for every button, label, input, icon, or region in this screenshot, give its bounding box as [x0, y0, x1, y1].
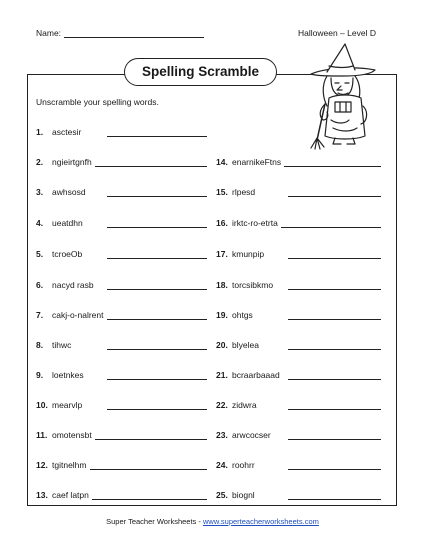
item-number: 18. — [216, 280, 228, 290]
word-item-21 — [216, 370, 381, 380]
word-item-24 — [216, 460, 381, 470]
item-number: 11. — [36, 430, 48, 440]
word-item-13 — [36, 490, 207, 500]
word-item-16 — [216, 218, 381, 228]
item-number: 22. — [216, 400, 228, 410]
item-number: 1. — [36, 127, 44, 137]
scrambled-word: nacyd rasb — [52, 280, 94, 290]
scrambled-word: ngieirtgnfh — [52, 157, 92, 167]
level-label: Halloween – Level D — [298, 28, 376, 38]
scrambled-word: tgitnelhm — [52, 460, 87, 470]
answer-line[interactable] — [107, 341, 207, 350]
word-item-25 — [216, 490, 381, 500]
item-number: 2. — [36, 157, 44, 167]
item-number: 9. — [36, 370, 44, 380]
scrambled-word: omotensbt — [52, 430, 92, 440]
scrambled-word: caef latpn — [52, 490, 89, 500]
scrambled-word: loetnkes — [52, 370, 84, 380]
answer-line[interactable] — [288, 281, 381, 290]
name-line[interactable] — [64, 29, 204, 38]
answer-line[interactable] — [281, 219, 381, 228]
scrambled-word: mearvlp — [52, 400, 83, 410]
answer-line[interactable] — [288, 431, 381, 440]
item-number: 21. — [216, 370, 228, 380]
item-number: 24. — [216, 460, 228, 470]
scrambled-word: tcroeOb — [52, 249, 83, 259]
item-number: 19. — [216, 310, 228, 320]
word-item-10 — [36, 400, 207, 410]
scrambled-word: asctesir — [52, 127, 82, 137]
item-number: 25. — [216, 490, 228, 500]
name-field[interactable] — [36, 28, 204, 38]
answer-line[interactable] — [284, 158, 381, 167]
item-number: 23. — [216, 430, 228, 440]
worksheet-title: Spelling Scramble — [124, 58, 277, 86]
answer-line[interactable] — [107, 128, 207, 137]
instructions: Unscramble your spelling words. — [36, 97, 159, 107]
item-number: 3. — [36, 187, 44, 197]
answer-line[interactable] — [288, 491, 381, 500]
answer-line[interactable] — [107, 250, 207, 259]
word-item-15 — [216, 187, 381, 197]
scrambled-word: enarnikeFtns — [232, 157, 282, 167]
item-number: 12. — [36, 460, 48, 470]
item-number: 8. — [36, 340, 44, 350]
answer-line[interactable] — [288, 311, 381, 320]
word-item-19 — [216, 310, 381, 320]
word-item-23 — [216, 430, 381, 440]
scrambled-word: bcraarbaaad — [232, 370, 280, 380]
word-item-6 — [36, 280, 207, 290]
answer-line[interactable] — [288, 188, 381, 197]
word-item-14 — [216, 157, 381, 167]
scrambled-word: cakj-o-nalrent — [52, 310, 104, 320]
scrambled-word: roohrr — [232, 460, 255, 470]
answer-line[interactable] — [90, 461, 208, 470]
answer-line[interactable] — [288, 341, 381, 350]
item-number: 5. — [36, 249, 44, 259]
word-item-8 — [36, 340, 207, 350]
footer — [0, 517, 425, 526]
answer-line[interactable] — [95, 431, 207, 440]
item-number: 15. — [216, 187, 228, 197]
word-item-9 — [36, 370, 207, 380]
scrambled-word: ueatdhn — [52, 218, 83, 228]
scrambled-word: torcsibkmo — [232, 280, 274, 290]
word-item-2 — [36, 157, 207, 167]
scrambled-word: irktc-ro-etrta — [232, 218, 278, 228]
word-item-17 — [216, 249, 381, 259]
answer-line[interactable] — [92, 491, 207, 500]
scrambled-word: kmunpip — [232, 249, 265, 259]
word-item-18 — [216, 280, 381, 290]
item-number: 13. — [36, 490, 48, 500]
word-item-1 — [36, 127, 207, 137]
item-number: 4. — [36, 218, 44, 228]
answer-line[interactable] — [107, 188, 207, 197]
word-item-5 — [36, 249, 207, 259]
answer-line[interactable] — [107, 281, 207, 290]
word-item-12 — [36, 460, 207, 470]
scrambled-word: zidwra — [232, 400, 257, 410]
witch-icon — [305, 40, 381, 150]
answer-line[interactable] — [288, 371, 381, 380]
word-item-20 — [216, 340, 381, 350]
scrambled-word: awhsosd — [52, 187, 86, 197]
scrambled-word: blyelea — [232, 340, 259, 350]
item-number: 14. — [216, 157, 228, 167]
answer-line[interactable] — [107, 219, 207, 228]
word-item-11 — [36, 430, 207, 440]
answer-line[interactable] — [288, 461, 381, 470]
item-number: 20. — [216, 340, 228, 350]
scrambled-word: arwcocser — [232, 430, 271, 440]
item-number: 7. — [36, 310, 44, 320]
scrambled-word: ohtgs — [232, 310, 253, 320]
word-item-7 — [36, 310, 207, 320]
word-item-4 — [36, 218, 207, 228]
footer-link[interactable]: www.superteacherworksheets.com — [202, 517, 319, 526]
word-item-3 — [36, 187, 207, 197]
scrambled-word: biognl — [232, 490, 255, 500]
answer-line[interactable] — [288, 250, 381, 259]
name-label: Name: — [36, 28, 62, 38]
item-number: 6. — [36, 280, 44, 290]
answer-line[interactable] — [107, 401, 207, 410]
footer-text: Super Teacher Worksheets - — [106, 517, 203, 526]
answer-line[interactable] — [107, 311, 208, 320]
answer-line[interactable] — [107, 371, 207, 380]
scrambled-word: tihwc — [52, 340, 72, 350]
scrambled-word: rlpesd — [232, 187, 256, 197]
item-number: 10. — [36, 400, 48, 410]
word-item-22 — [216, 400, 381, 410]
answer-line[interactable] — [288, 401, 381, 410]
answer-line[interactable] — [95, 158, 207, 167]
item-number: 16. — [216, 218, 228, 228]
item-number: 17. — [216, 249, 228, 259]
